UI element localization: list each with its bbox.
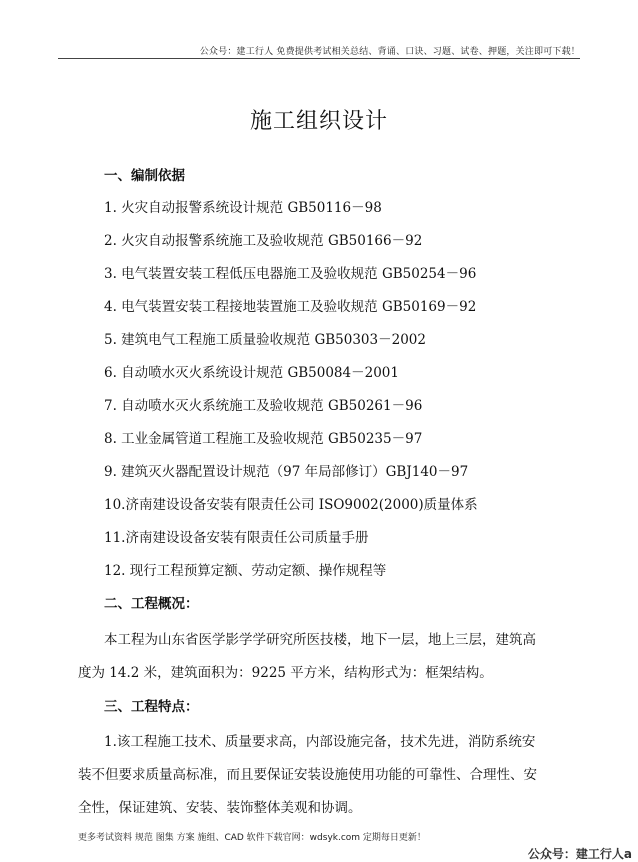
list-item: 7. 自动喷水灭火系统施工及验收规范 GB50261－96 <box>104 398 423 414</box>
list-item: 2. 火灾自动报警系统施工及验收规范 GB50166－92 <box>104 233 423 249</box>
list-item: 8. 工业金属管道工程施工及验收规范 GB50235－97 <box>104 431 423 447</box>
paragraph-line: 全性，保证建筑、安装、装饰整体美观和协调。 <box>78 800 362 816</box>
list-item: 9. 建筑灭火器配置设计规范（97 年局部修订）GBJ140－97 <box>104 464 469 480</box>
watermark: 公众号：建工行人a <box>527 847 632 861</box>
page-title: 施工组织设计 <box>249 109 388 134</box>
list-item: 6. 自动喷水灭火系统设计规范 GB50084－2001 <box>104 365 399 381</box>
header-rule <box>58 58 580 59</box>
paragraph-line: 装不但要求质量高标准，而且要保证安装设施使用功能的可靠性、合理性、安 <box>78 767 537 783</box>
list-item: 4. 电气装置安装工程接地装置施工及验收规范 GB50169－92 <box>104 299 477 315</box>
list-item: 3. 电气装置安装工程低压电器施工及验收规范 GB50254－96 <box>104 266 477 282</box>
list-item: 12. 现行工程预算定额、劳动定额、操作规程等 <box>104 563 387 579</box>
list-item: 5. 建筑电气工程施工质量验收规范 GB50303－2002 <box>104 332 426 348</box>
list-item: 11.济南建设设备安装有限责任公司质量手册 <box>104 530 369 546</box>
paragraph-line: 1.该工程施工技术、质量要求高，内部设施完备，技术先进，消防系统安 <box>104 734 536 750</box>
paragraph-line: 本工程为山东省医学影学学研究所医技楼，地下一层，地上三层，建筑高 <box>104 632 536 648</box>
section1-heading: 一、编制依据 <box>104 168 185 184</box>
list-item: 1. 火灾自动报警系统设计规范 GB50116－98 <box>104 200 382 216</box>
footer-note: 更多考试资料 规范 图集 方案 施组、CAD 软件下载官网：wdsyk.com 定期每日更新！ <box>78 833 426 843</box>
paragraph-line: 度为 14.2 米，建筑面积为：9225 平方米，结构形式为：框架结构。 <box>78 665 493 681</box>
section3-heading: 三、工程特点： <box>104 699 199 715</box>
list-item: 10.济南建设设备安装有限责任公司 ISO9002(2000)质量体系 <box>104 497 478 513</box>
section2-heading: 二、工程概况： <box>104 596 199 612</box>
header-note: 公众号：建工行人 免费提供考试相关总结、背诵、口诀、习题、试卷、押题，关注即可下载！ <box>199 47 580 57</box>
